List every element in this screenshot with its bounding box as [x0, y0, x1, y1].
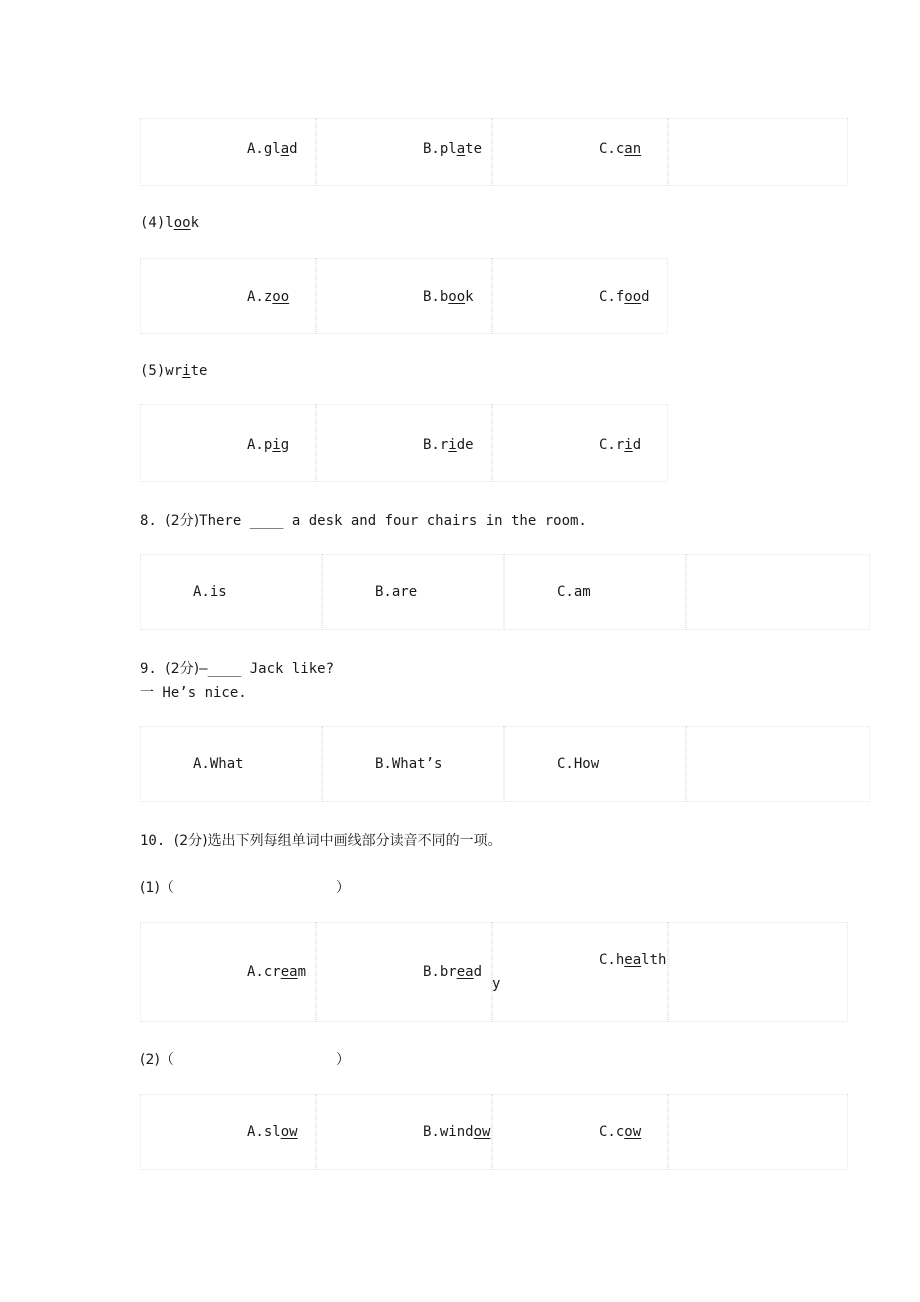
question-number: 10. — [140, 833, 166, 849]
option-c[interactable]: C.can — [599, 141, 642, 157]
option-cell — [492, 404, 668, 482]
option-cell — [492, 922, 668, 1022]
option-a[interactable]: A.slow — [247, 1124, 298, 1140]
option-b[interactable]: B.are — [375, 584, 418, 600]
question-score: (2分) — [165, 513, 200, 529]
answer-blank-close: ） — [336, 880, 350, 896]
option-c[interactable]: C.cow — [599, 1124, 642, 1140]
option-b[interactable]: B.window — [423, 1124, 491, 1140]
option-b[interactable]: B.book — [423, 289, 474, 305]
option-cell — [492, 118, 668, 186]
option-b-overflow-text: y — [492, 976, 501, 992]
question-9-answer-line: 一 He’s nice. — [140, 685, 247, 701]
question-number: 9. — [140, 661, 157, 677]
question-9 — [140, 658, 334, 678]
option-a[interactable]: A.zoo — [247, 289, 290, 305]
option-b[interactable]: B.bread — [423, 964, 483, 980]
option-c[interactable]: C.am — [557, 584, 591, 600]
option-a[interactable]: A.cream — [247, 964, 307, 980]
question-score: (2分) — [165, 661, 200, 677]
question-10 — [140, 830, 502, 850]
option-cell — [686, 726, 870, 802]
option-cell — [140, 554, 322, 630]
option-cell — [668, 1094, 848, 1170]
question-text: 选出下列每组单词中画线部分读音不同的一项。 — [207, 833, 502, 849]
option-b[interactable]: B.ride — [423, 437, 474, 453]
option-a[interactable]: A.glad — [247, 141, 298, 157]
option-a[interactable]: A.What — [193, 756, 244, 772]
answer-blank-close: ） — [336, 1052, 350, 1068]
option-a[interactable]: A.is — [193, 584, 227, 600]
option-b[interactable]: B.plate — [423, 141, 483, 157]
subquestion-5-label: (5)write — [140, 363, 208, 379]
option-cell — [140, 258, 316, 334]
option-cell — [686, 554, 870, 630]
question-score: (2分) — [173, 833, 208, 849]
option-b[interactable]: B.What’s — [375, 756, 443, 772]
question-8 — [140, 510, 587, 530]
option-a[interactable]: A.pig — [247, 437, 290, 453]
option-c[interactable]: C.How — [557, 756, 600, 772]
question-text: There ____ a desk and four chairs in the room. — [199, 513, 587, 529]
subquestion-1-label: (1)（ — [140, 880, 174, 896]
option-cell — [140, 404, 316, 482]
option-c[interactable]: C.food — [599, 289, 650, 305]
question-text: —____ Jack like? — [199, 661, 334, 677]
option-c[interactable]: C.health — [599, 952, 667, 968]
option-cell — [504, 554, 686, 630]
option-cell — [668, 118, 848, 186]
subquestion-4-label: (4)look — [140, 215, 200, 231]
option-c[interactable]: C.rid — [599, 437, 642, 453]
option-cell — [668, 922, 848, 1022]
subquestion-2-label: (2)（ — [140, 1052, 174, 1068]
question-number: 8. — [140, 513, 157, 529]
option-cell — [492, 1094, 668, 1170]
